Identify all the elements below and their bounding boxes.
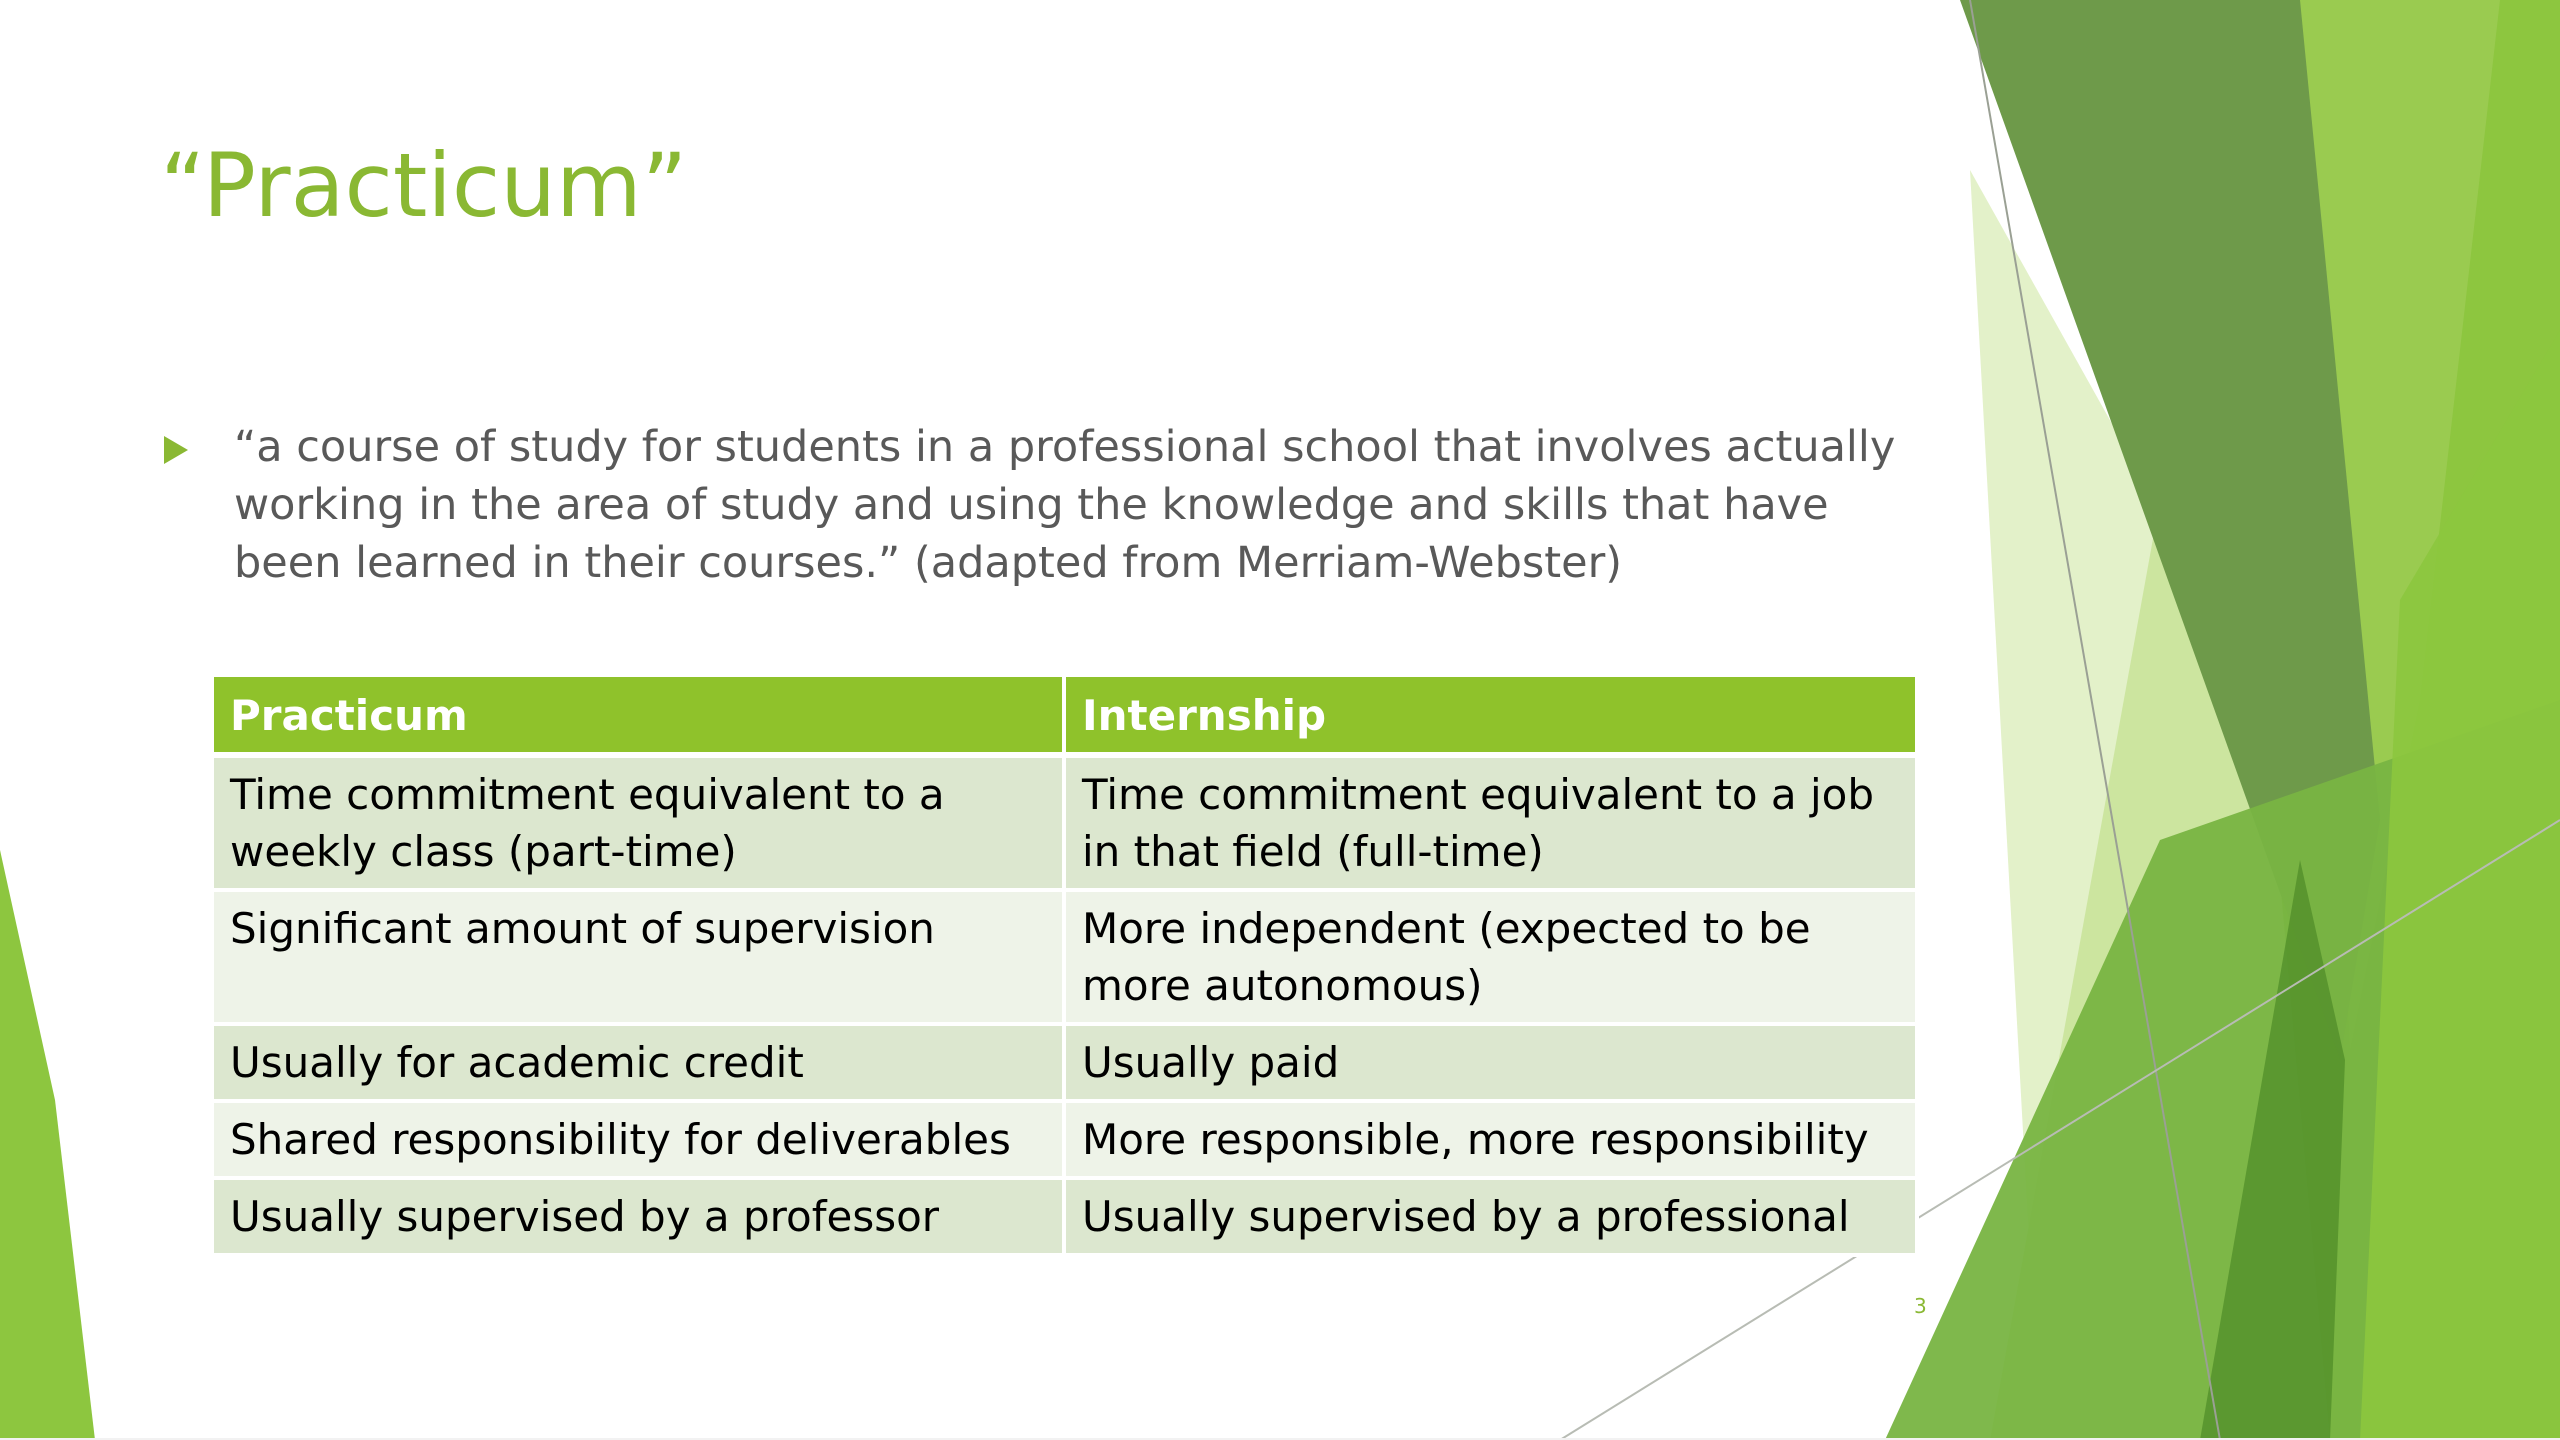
deco-left-wedge xyxy=(0,850,95,1440)
table-cell-internship: More responsible, more responsibility xyxy=(1064,1101,1917,1178)
triangle-bullet-icon xyxy=(164,436,188,464)
header-internship: Internship xyxy=(1064,677,1917,755)
definition-text: “a course of study for students in a professional school that involves actually working in the area of study and using the knowledge and skills that have been learned in their courses.” (adapted from Merriam-Webster) xyxy=(234,422,1896,588)
table-cell-practicum: Significant amount of supervision xyxy=(212,890,1064,1024)
slide-number: 3 xyxy=(1914,1294,1927,1318)
table-header-row xyxy=(212,677,1917,755)
comparison-table xyxy=(210,677,1919,1257)
table-row xyxy=(212,890,1917,1024)
slide-title: “Practicum” xyxy=(160,134,688,237)
table-row xyxy=(212,1101,1917,1178)
table-cell-practicum: Shared responsibility for deliverables xyxy=(212,1101,1064,1178)
table-cell-practicum: Usually supervised by a professor xyxy=(212,1178,1064,1255)
table-cell-practicum: Usually for academic credit xyxy=(212,1024,1064,1101)
table-cell-practicum: Time commitment equivalent to a weekly class (part-time) xyxy=(212,755,1064,890)
table-cell-internship: Usually supervised by a professional xyxy=(1064,1178,1917,1255)
table-cell-internship: More independent (expected to be more autonomous) xyxy=(1064,890,1917,1024)
table-row xyxy=(212,1024,1917,1101)
table-cell-internship: Usually paid xyxy=(1064,1024,1917,1101)
header-practicum: Practicum xyxy=(212,677,1064,755)
comparison-table-wrapper xyxy=(210,677,1915,1257)
bullet-item xyxy=(160,418,1900,592)
table-row xyxy=(212,755,1917,890)
table-row xyxy=(212,1178,1917,1255)
table-cell-internship: Time commitment equivalent to a job in that field (full-time) xyxy=(1064,755,1917,890)
